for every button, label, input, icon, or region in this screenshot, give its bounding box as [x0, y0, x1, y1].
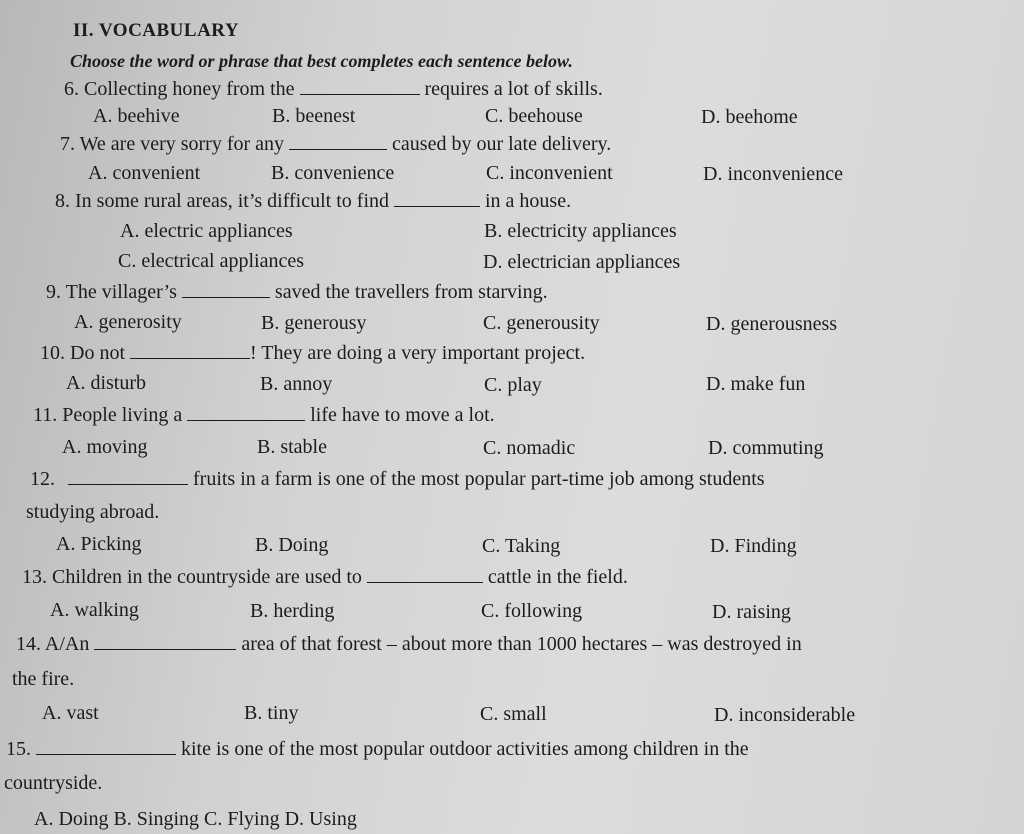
answer-blank [187, 404, 305, 421]
option-a: A. Picking [56, 533, 142, 555]
answer-blank [394, 190, 480, 207]
option-b: B. stable [257, 436, 327, 458]
question-14 [16, 633, 802, 656]
option-b: B. beenest [272, 105, 356, 127]
question-6-text-before: 6. Collecting honey from the [64, 78, 295, 100]
question-15 [6, 738, 749, 761]
option-c: C. small [480, 703, 547, 725]
option-c: C. following [481, 600, 583, 622]
option-a: A. vast [42, 702, 99, 724]
option-d: D. make fun [706, 373, 806, 395]
option-a: A. beehive [93, 105, 180, 127]
question-6 [64, 78, 603, 101]
question-6-text-after: requires a lot of skills. [424, 78, 603, 100]
question-14-continuation: the fire. [12, 668, 75, 690]
question-12 [30, 468, 765, 491]
option-d: D. inconvenience [703, 163, 843, 185]
question-13-text-before: 13. Children in the countryside are used to [22, 566, 362, 588]
option-b: B. electricity appliances [484, 220, 677, 242]
question-11-text-after: life have to move a lot. [310, 404, 495, 426]
option-d: D. inconsiderable [714, 704, 856, 726]
question-9 [46, 281, 548, 304]
answer-blank [300, 78, 420, 95]
question-10 [40, 342, 585, 365]
question-14-text-after: area of that forest – about more than 1000 hectares – was destroyed in [241, 633, 802, 655]
option-d: D. commuting [708, 437, 824, 459]
instruction: Choose the word or phrase that best completes each sentence below. [70, 51, 573, 71]
option-d: D. raising [712, 601, 791, 623]
question-11 [33, 404, 495, 427]
question-15-text-before: 15. [6, 738, 31, 760]
question-8-text-after: in a house. [485, 190, 572, 212]
option-c: C. beehouse [485, 105, 583, 127]
question-12-text-after: fruits in a farm is one of the most popular part-time job among students [193, 468, 765, 490]
question-10-text-before: 10. Do not [40, 342, 125, 364]
option-c: C. inconvenient [486, 162, 613, 184]
option-c: C. Taking [482, 535, 561, 557]
option-a: A. convenient [88, 162, 201, 184]
question-12-text-before: 12. [30, 468, 55, 490]
question-7-text-after: caused by our late delivery. [392, 133, 612, 155]
option-a: A. electric appliances [120, 220, 293, 242]
option-b: B. Doing [255, 534, 329, 556]
question-14-text-before: 14. A/An [16, 633, 90, 655]
section-title: II. VOCABULARY [73, 20, 240, 41]
option-d: D. generousness [706, 313, 838, 335]
question-15-options: A. Doing B. Singing C. Flying D. Using [34, 808, 357, 830]
question-9-text-after: saved the travellers from starving. [274, 281, 548, 303]
answer-blank [289, 133, 387, 150]
answer-blank [68, 468, 188, 485]
option-a: A. generosity [74, 311, 182, 333]
option-c: C. electrical appliances [118, 250, 305, 272]
option-b: B. herding [250, 600, 335, 622]
option-a: A. walking [50, 599, 139, 621]
question-10-text-after: ! They are doing a very important project. [250, 342, 586, 364]
answer-blank [94, 633, 236, 650]
question-7-text-before: 7. We are very sorry for any [60, 133, 285, 155]
option-c: C. generousity [483, 312, 600, 334]
option-b: B. generousy [261, 312, 367, 334]
question-11-text-before: 11. People living a [33, 404, 183, 426]
question-8 [55, 190, 571, 213]
option-d: D. electrician appliances [483, 251, 681, 273]
question-8-text-before: 8. In some rural areas, it’s difficult to find [55, 190, 389, 212]
question-13 [22, 566, 628, 589]
question-9-text-before: 9. The villager’s [46, 281, 177, 303]
option-a: A. disturb [66, 372, 146, 394]
option-a: A. moving [62, 436, 148, 458]
option-c: C. play [484, 374, 542, 396]
question-13-text-after: cattle in the field. [487, 566, 628, 588]
option-d: D. beehome [701, 106, 798, 128]
option-b: B. tiny [244, 702, 299, 724]
question-15-continuation: countryside. [4, 772, 103, 794]
answer-blank [182, 281, 270, 298]
option-b: B. annoy [260, 373, 333, 395]
option-d: D. Finding [710, 535, 797, 557]
question-15-text-after: kite is one of the most popular outdoor activities among children in the [181, 738, 749, 760]
answer-blank [36, 738, 176, 755]
answer-blank [130, 342, 250, 359]
option-b: B. convenience [271, 162, 395, 184]
question-7 [60, 133, 611, 156]
answer-blank [367, 566, 483, 583]
option-c: C. nomadic [483, 437, 576, 459]
question-12-continuation: studying abroad. [26, 501, 160, 523]
